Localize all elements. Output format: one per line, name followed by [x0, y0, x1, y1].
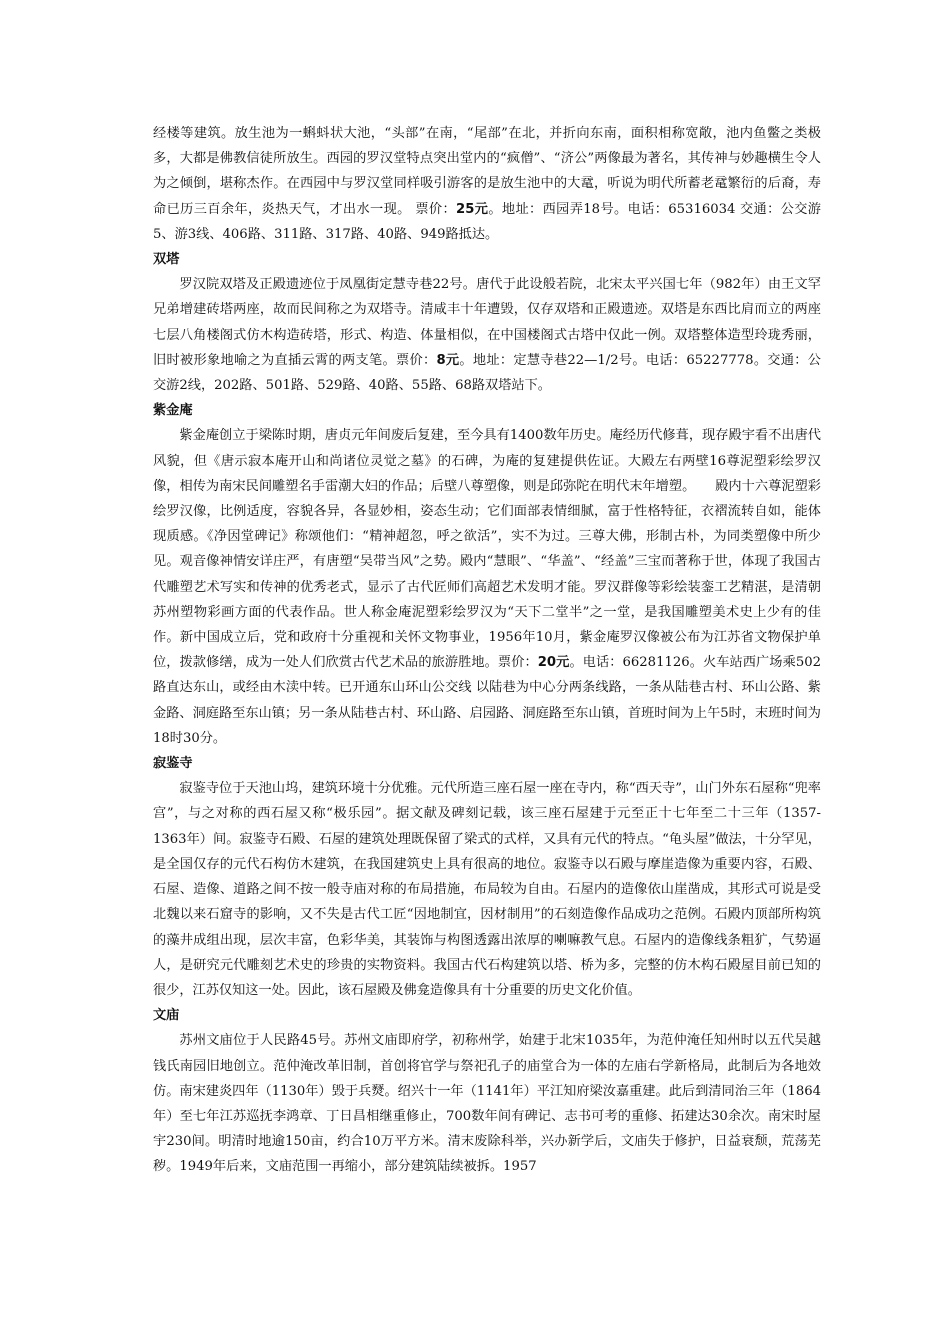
- jijiansi-paragraph: 寂鉴寺位于天池山坞，建筑环境十分优雅。元代所造三座石屋一座在寺内，称“西天寺”，山门外东石屋称“兜率宫”，与之对称的西石屋又称“极乐园”。据文献及碑刻记载，该三座石屋建于元至正十七年至二十三年（1357-1363年）间。寂鉴寺石殿、石屋的建筑处理既保留了梁式的式样，又具有元代的特点。“龟头屋”做法，十分罕见，是全国仅存的元代石构仿木建筑，在我国建筑史上具有很高的地位。寂鉴寺以石殿与摩崖造像为重要内容，石殿、石屋、造像、道路之间不按一般寺庙对称的布局措施，布局较为自由。石屋内的造像依山崖凿成，其形式可说是受北魏以来石窟寺的影响，又不失是古代工匠“因地制宜，因材制用”的石刻造像作品成功之范例。石殿内顶部所构筑的藻井成组出现，层次丰富，色彩华美，其装饰与构图透露出浓厚的喇嘛教气息。石屋内的造像线条粗犷，气势逼人，是研究元代雕刻艺术史的珍贵的实物资料。我国古代石构建筑以塔、桥为多，完整的仿木构石殿屋目前已知的很少，江苏仅知这一处。因此，该石屋殿及佛龛造像具有十分重要的历史文化价值。: [153, 781, 821, 998]
- heading-wenmiao: 文庙: [153, 1008, 180, 1024]
- shuangta-text-after: 。地址：定慧寺巷22—1/2号。电话：65227778。交通：公交游2线，202路、501路、529路、40路、55路、68路双塔站下。: [153, 352, 821, 394]
- shuangta-paragraph: [153, 272, 821, 398]
- intro-price: 25元: [456, 201, 489, 217]
- intro-text: 经楼等建筑。放生池为一蝌蚪状大池，“头部”在南，“尾部”在北，并折向东南，面积相称宽敞，池内鱼鳖之类极多，大都是佛教信徒所放生。西园的罗汉堂特点突出堂内的“疯僧”、“济公”两像最为著名，其传神与妙趣横生令人为之倾倒，堪称杰作。在西园中与罗汉堂同样吸引游客的是放生池中的大鼋，听说为明代所蓄老鼋繁衍的后裔，寿命已历三百余年，炎热天气，才出水一现。 票价：: [153, 126, 821, 217]
- document-page: [153, 121, 821, 1180]
- zijinan-paragraph: [153, 423, 821, 751]
- wenmiao-paragraph: 苏州文庙位于人民路45号。苏州文庙即府学，初称州学，始建于北宋1035年，为范仲淹任知州时以五代吴越钱氏南园旧地创立。范仲淹改革旧制，首创将官学与祭祀孔子的庙堂合为一体的左庙右学新格局，此制后为各地效仿。南宋建炎四年（1130年）毁于兵燹。绍兴十一年（1141年）平江知府梁汝嘉重建。此后到清同治三年（1864年）至七年江苏巡抚李鸿章、丁日昌相继重修止，700数年间有碑记、志书可考的重修、拓建达30余次。南宋时屋宇230间。明清时地逾150亩，约合10万平方米。清末废除科举，兴办新学后，文庙失于修护，日益衰颓，荒荡芜秽。1949年后来，文庙范围一再缩小，部分建筑陆续被拆。1957: [153, 1033, 821, 1175]
- intro-paragraph: [153, 121, 821, 247]
- heading-shuangta: 双塔: [153, 252, 180, 268]
- shuangta-text: 罗汉院双塔及正殿遗迹位于凤凰街定慧寺巷22号。唐代于此设般若院，北宋太平兴国七年（982年）由王文罕兄弟增建砖塔两座，故而民间称之为双塔寺。清咸丰十年遭毁，仅存双塔和正殿遗迹。双塔是东西比肩而立的两座七层八角楼阁式仿木构造砖塔，形式、构造、体量相似，在中国楼阁式古塔中仅此一例。双塔整体造型玲珑秀丽，旧时被形象地喻之为直插云霄的两支笔。票价：: [153, 277, 821, 368]
- zijinan-price: 20元: [537, 655, 570, 671]
- heading-zijinan: 紫金庵: [153, 403, 193, 419]
- heading-jijiansi: 寂鉴寺: [153, 756, 193, 772]
- zijinan-text-after: 。电话：66281126。火车站西广场乘502路直达东山，或经由木渎中转。已开通东山环山公交线 以陆巷为中心分两条线路，一条从陆巷古村、环山公路、紫金路、洞庭路至东山镇；另一条从陆巷古村、环山路、启园路、洞庭路至东山镇，首班时间为上午5时，末班时间为18时30分。: [153, 655, 822, 746]
- shuangta-price: 8元: [436, 352, 460, 368]
- intro-text-after: 。地址：西园弄18号。电话：65316034 交通：公交游5、游3线、406路、311路、317路、40路、949路抵达。: [153, 201, 821, 242]
- zijinan-text: 紫金庵创立于梁陈时期，唐贞元年间废后复建，至今具有1400数年历史。庵经历代修葺，现存殿宇看不出唐代风貌，但《唐示寂本庵开山和尚诸位灵觉之墓》的石碑，为庵的复建提供佐证。大殿左右两壁16尊泥塑彩绘罗汉像，相传为南宋民间雕塑名手雷潮大妇的作品；后壁八尊塑像，则是邱弥陀在明代末年增塑。 殿内十六尊泥塑彩绘罗汉像，比例适度，容貌各异，各显妙相，姿态生动；它们面部表情细腻，富于性格特征，衣褶流转自如，能体现质感。《净因堂碑记》称颂他们：“精神超忽，呼之欲活”，实不为过。三尊大佛，形制古朴，为同类塑像中所少见。观音像神情安详庄严，有唐塑“吴带当风”之势。殿内“慧眼”、“华盖”、“经盖”三宝而著称于世，体现了我国古代雕塑艺术写实和传神的优秀老式，显示了古代匠师们高超艺术发明才能。罗汉群像等彩绘装銮工艺精湛，是清朝苏州塑物彩画方面的代表作品。世人称金庵泥塑彩绘罗汉为“天下二堂半”之一堂，是我国雕塑美术史上少有的佳作。新中国成立后，党和政府十分重视和关怀文物事业，1956年10月，紫金庵罗汉像被公布为江苏省文物保护单位，拨款修缮，成为一处人们欣赏古代艺术品的旅游胜地。票价：: [153, 428, 821, 671]
